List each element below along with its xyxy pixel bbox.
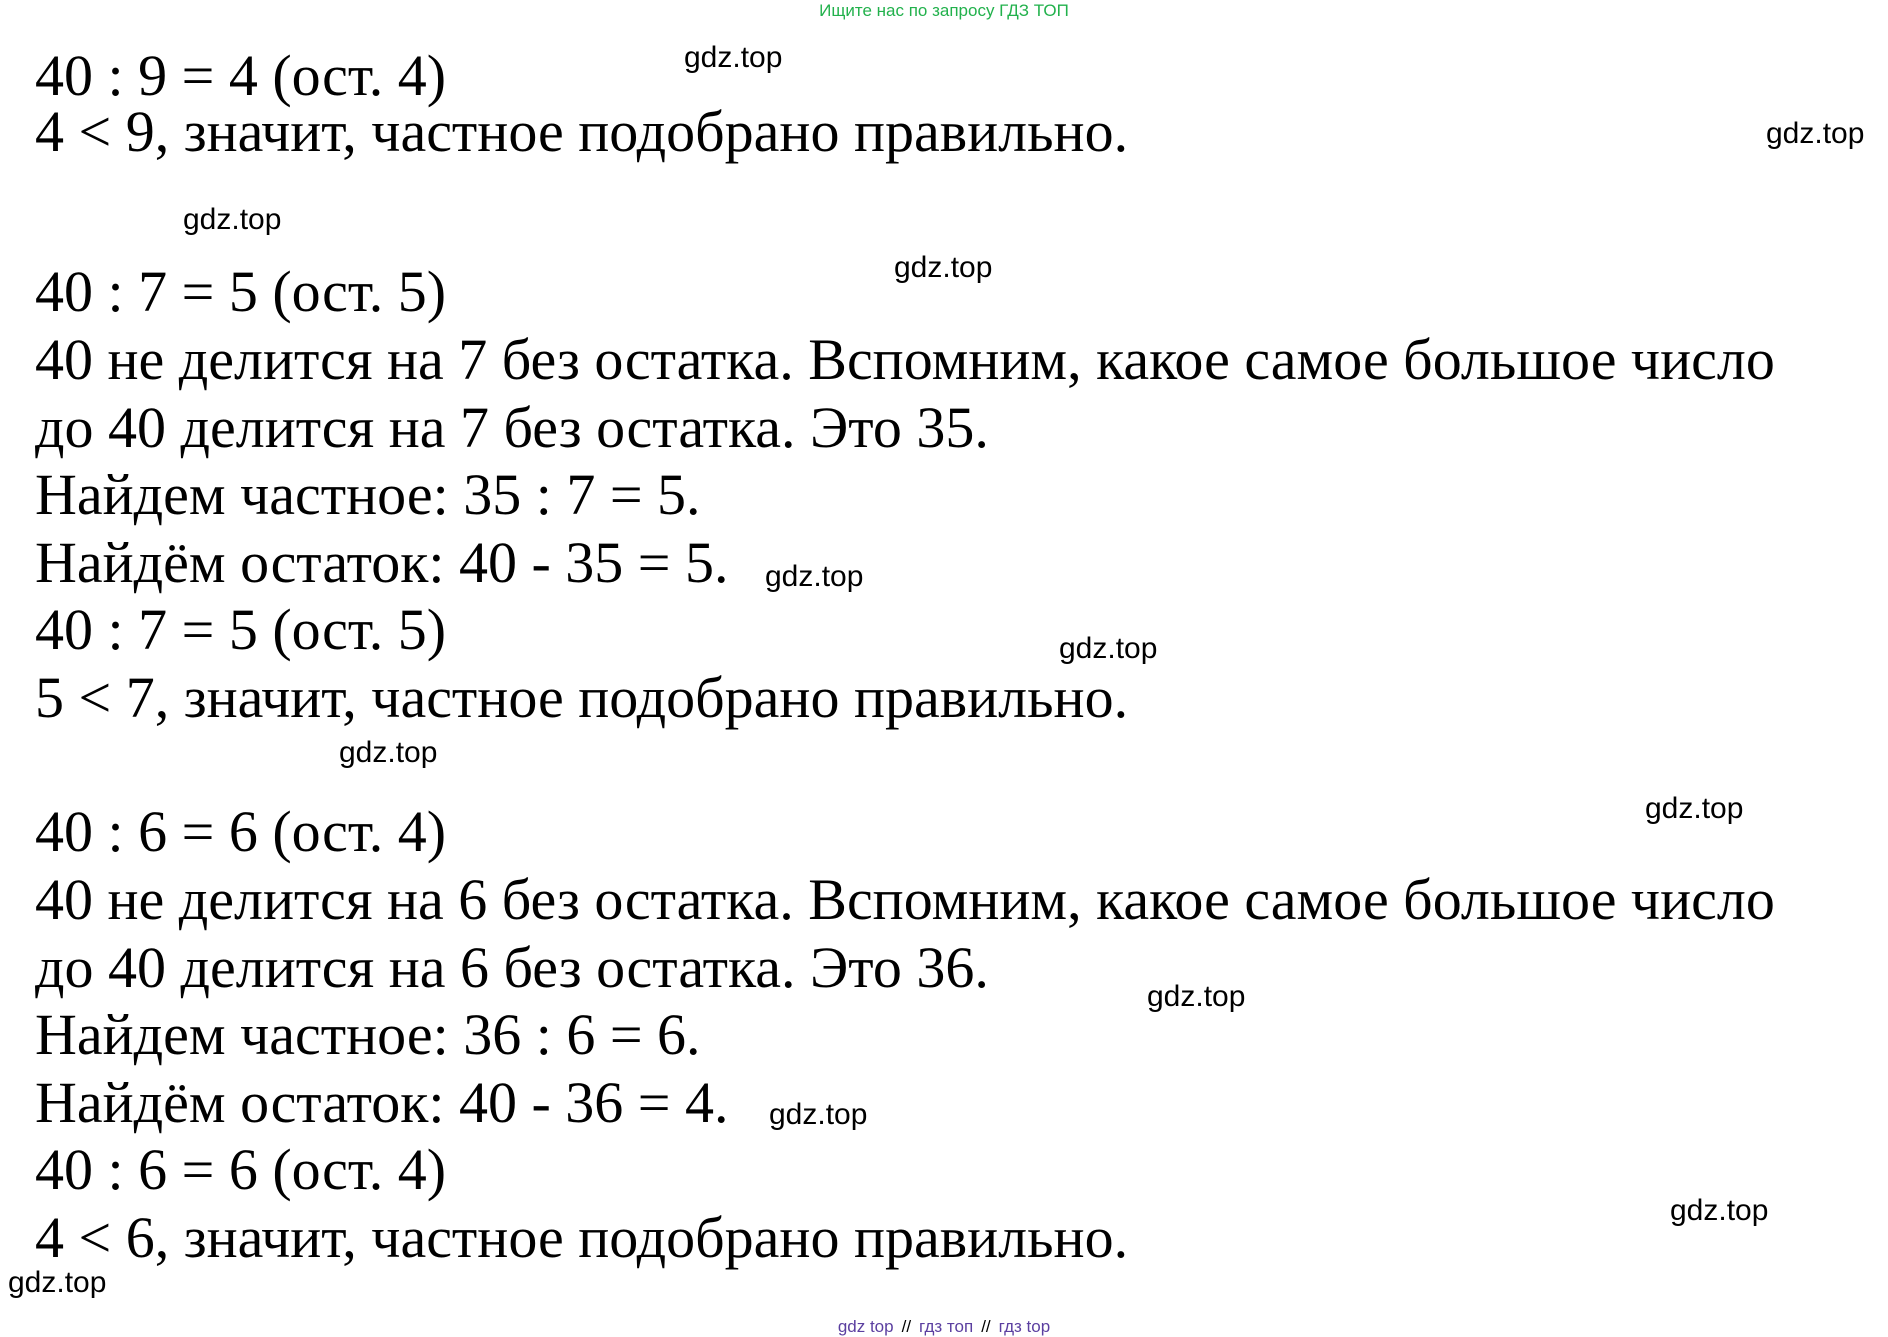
footer-link-gdz-top[interactable]: gdz top	[837, 1317, 894, 1336]
text-line: до 40 делится на 7 без остатка. Это 35.	[35, 395, 989, 460]
text-line: 4 < 6, значит, частное подобрано правильно.	[35, 1205, 1129, 1270]
footer-link-gdz-top-mixed[interactable]: гдз top	[998, 1317, 1051, 1336]
text-line: 40 не делится на 7 без остатка. Вспомним, какое самое большое число	[35, 327, 1775, 392]
footer-separator: //	[901, 1317, 912, 1336]
text-line: 40 не делится на 6 без остатка. Вспомним, какое самое большое число	[35, 867, 1775, 932]
text-line: Найдем частное: 36 : 6 = 6.	[35, 1002, 701, 1067]
watermark: gdz.top	[1645, 792, 1744, 825]
equation-line: 40 : 9 = 4 (ост. 4)	[35, 43, 447, 108]
text-line: 4 < 9, значит, частное подобрано правильно.	[35, 99, 1129, 164]
footer-separator: //	[981, 1317, 991, 1336]
footer-link-gdz-top-cyrillic[interactable]: гдз топ	[919, 1317, 974, 1336]
watermark: gdz.top	[1670, 1194, 1769, 1227]
footer-links	[0, 1317, 1888, 1337]
text-line: Найдём остаток: 40 - 35 = 5.	[35, 530, 729, 595]
watermark: gdz.top	[684, 41, 783, 74]
equation-line: 40 : 7 = 5 (ост. 5)	[35, 259, 447, 324]
text-line: Найдем частное: 35 : 7 = 5.	[35, 462, 701, 527]
text-line: Найдём остаток: 40 - 36 = 4.	[35, 1070, 729, 1135]
watermark: gdz.top	[1766, 117, 1865, 150]
watermark: gdz.top	[1059, 632, 1158, 665]
watermark: gdz.top	[769, 1098, 868, 1131]
equation-line: 40 : 6 = 6 (ост. 4)	[35, 799, 447, 864]
equation-line: 40 : 6 = 6 (ост. 4)	[35, 1137, 447, 1202]
watermark: gdz.top	[894, 251, 993, 284]
watermark: gdz.top	[183, 203, 282, 236]
watermark: gdz.top	[8, 1266, 107, 1299]
equation-line: 40 : 7 = 5 (ост. 5)	[35, 597, 447, 662]
watermark: gdz.top	[339, 736, 438, 769]
header-banner: Ищите нас по запросу ГДЗ ТОП	[819, 1, 1069, 20]
watermark: gdz.top	[765, 560, 864, 593]
watermark: gdz.top	[1147, 980, 1246, 1013]
text-line: до 40 делится на 6 без остатка. Это 36.	[35, 935, 989, 1000]
text-line: 5 < 7, значит, частное подобрано правильно.	[35, 665, 1129, 730]
